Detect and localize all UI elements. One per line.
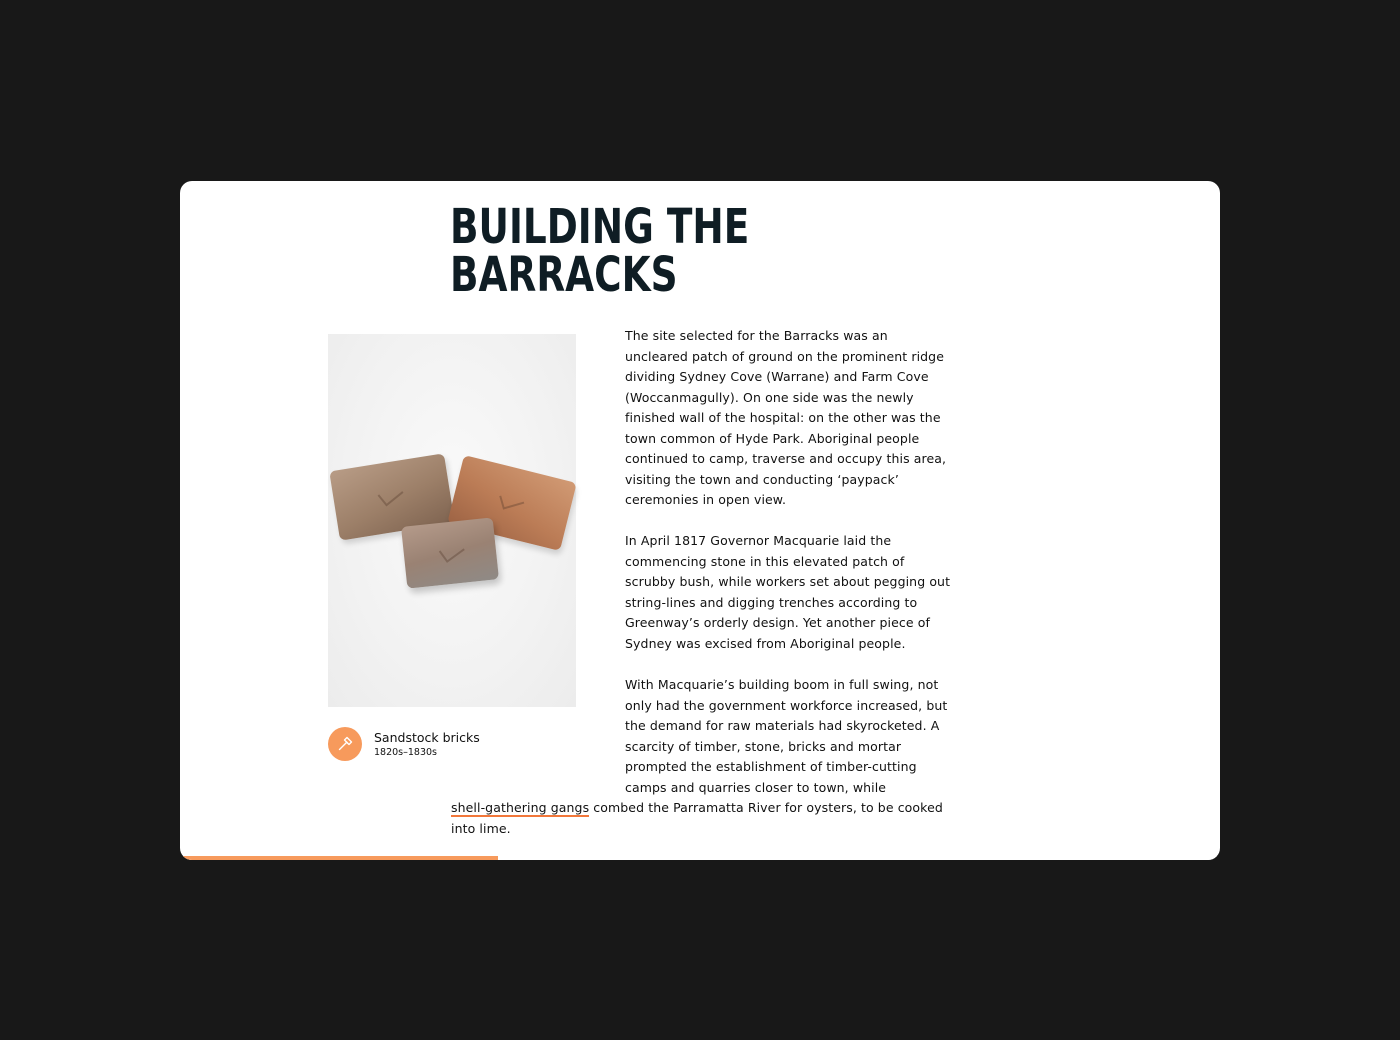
text-line: ceremonies in open view. — [625, 492, 787, 507]
text-line: Greenway’s orderly design. Yet another piece of — [625, 615, 930, 630]
paragraph-building-boom — [625, 675, 955, 798]
text-line: the demand for raw materials had skyrocketed. A — [625, 718, 940, 733]
text-line: town common of Hyde Park. Aboriginal people — [625, 430, 920, 446]
hammer-icon[interactable] — [328, 727, 362, 761]
text-line — [451, 798, 951, 819]
text-line: only had the government workforce increased, but — [625, 697, 948, 713]
text-line: Sydney was excised from Aboriginal people. — [625, 635, 906, 651]
page-title-line-2: BARRACKS — [450, 247, 678, 303]
text-line: In April 1817 Governor Macquarie laid the — [625, 533, 892, 548]
content-card — [180, 181, 1220, 860]
paragraph-site — [625, 326, 955, 511]
text-line: camps and quarries closer to town, while — [625, 779, 887, 795]
text-line: uncleared patch of ground on the prominent ridge — [625, 348, 944, 364]
text-line: prompted the establishment of timber-cutting — [625, 759, 917, 774]
text-line: string-lines and digging trenches according to — [625, 594, 918, 610]
reading-progress-fill — [180, 856, 498, 860]
text-line: scrubby bush, while workers set about pegging out — [625, 574, 951, 589]
shell-gathering-gangs-link[interactable]: shell-gathering gangs — [451, 800, 590, 815]
sandstock-bricks-image[interactable] — [328, 334, 576, 707]
text-after-link: combed the Parramatta River for oysters, to be cooked — [589, 800, 943, 815]
text-line: dividing Sydney Cove (Warrane) and Farm Cove — [625, 369, 929, 384]
text-line: into lime. — [451, 820, 511, 836]
page-title-line-1: BUILDING THE — [450, 199, 750, 255]
text-line: (Woccanmagully). On one side was the newly — [625, 389, 914, 405]
reading-progress-bar — [180, 856, 1220, 860]
paragraph-building-boom-continued — [451, 798, 951, 839]
paragraph-commencing-stone — [625, 531, 955, 654]
artifact-date: 1820s–1830s — [374, 747, 438, 758]
brick-front — [401, 517, 499, 588]
text-line: visiting the town and conducting ‘paypack’ — [625, 471, 899, 487]
text-line: With Macquarie’s building boom in full swing, not — [625, 677, 939, 692]
text-line: scarcity of timber, stone, bricks and mortar — [625, 738, 902, 754]
text-line: continued to camp, traverse and occupy this area, — [625, 451, 947, 466]
text-line: finished wall of the hospital: on the other was the — [625, 410, 941, 425]
page-title — [450, 199, 840, 303]
text-line: The site selected for the Barracks was an — [625, 328, 888, 343]
hammer-icon-glyph — [336, 735, 354, 753]
text-line: commencing stone in this elevated patch of — [625, 553, 905, 569]
artifact-name: Sandstock bricks — [374, 730, 480, 745]
